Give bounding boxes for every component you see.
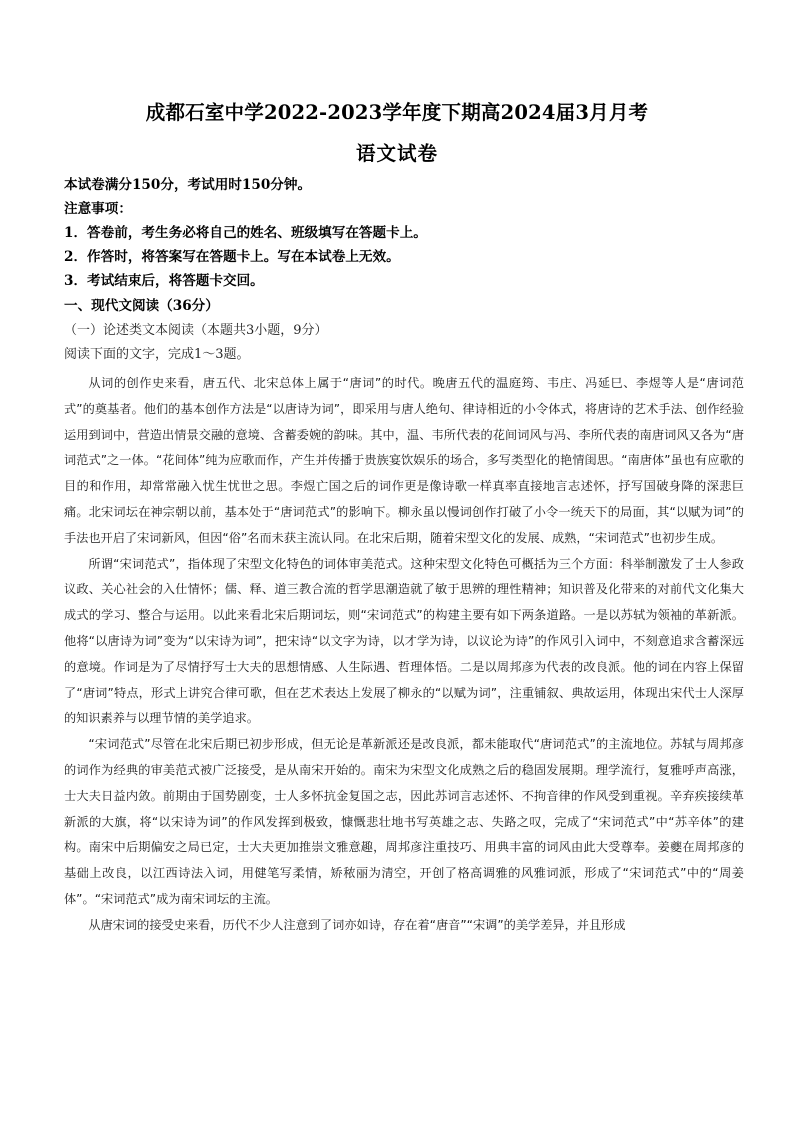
reading-instruction: 阅读下面的文字，完成1～3题。: [64, 347, 250, 362]
passage-paragraph: “宋词范式”尽管在北宋后期已初步形成，但无论是革新派还是改良派，都未能取代“唐词范式”的主流地位。苏轼与周邦彦的词作为经典的审美范式被广泛接受，是从南宋开始的。南宋为宋型文化成熟之后的稳固发展期。理学流行，复雅呼声高涨，士大夫日益内敛。前期由于国势剧变，士人多怀抗金复国之志，因此苏词言志述怀、不拘音律的作风受到重视。辛弃疾接续革新派的大旗，将“以宋诗为词”的作风发挥到极致，慷慨悲壮地书写英雄之志、失路之叹，完成了“宋词范式”中“苏辛体”的建构。南宋中后期偏安之局已定，士大夫更加推崇文雅意趣，周邦彦注重技巧、用典丰富的词风由此大受尊奉。姜夔在周邦彦的基础上改良，以江西诗法入词，用健笔写柔情，矫秾丽为清空，开创了格高调雅的风雅词派，形成了“宋词范式”中的“周姜体”。“宋词范式”成为南宋词坛的主流。: [64, 737, 744, 906]
notice-item: 2．作答时，将答案写在答题卡上。写在本试卷上无效。: [64, 249, 400, 265]
subsection-heading: （一）论述类文本阅读（本题共3小题，9分）: [64, 323, 328, 338]
notice-item: 3．考试结束后，将答题卡交回。: [64, 273, 264, 289]
passage-paragraph: 从词的创作史来看，唐五代、北宋总体上属于“唐词”的时代。晚唐五代的温庭筠、韦庄、冯延巳、李煜等人是“唐词范式”的奠基者。他们的基本创作方法是“以唐诗为词”，即采用与唐人绝句、律诗相近的小令体式，将唐诗的艺术手法、创作经验运用到词中，营造出情景交融的意境、含蓄委婉的韵味。其中，温、韦所代表的花间词风与冯、李所代表的南唐词风又各为“唐词范式”之一体。“花间体”纯为应歌而作，产生并传播于贵族宴饮娱乐的场合，多写类型化的艳情闺思。“南唐体”虽也有应歌的目的和作用，却常常融入忧生忧世之思。李煜亡国之后的词作更是像诗歌一样真率直接地言志述怀，抒写国破身降的深悲巨痛。北宋词坛在神宗朝以前，基本处于“唐词范式”的影响下。柳永虽以慢词创作打破了小令一统天下的局面，其“以赋为词”的手法也开启了宋词新风，但因“俗”名而未获主流认同。在北宋后期，随着宋型文化的发展、成熟，“宋词范式”也初步生成。: [64, 376, 744, 545]
section-heading: 一、现代文阅读（36分）: [64, 298, 219, 314]
passage-paragraph: 所谓“宋词范式”，指体现了宋型文化特色的词体审美范式。这种宋型文化特色可概括为三个方面：科举制激发了士人参政议政、关心社会的入仕情怀；儒、释、道三教合流的哲学思潮造就了敏于思辨的理性精神；知识普及化带来的对前代文化集大成式的学习、整合与运用。以此来看北宋后期词坛，则“宋词范式”的构建主要有如下两条道路。一是以苏轼为领袖的革新派。他将“以唐诗为词”变为“以宋诗为词”，把宋诗“以文字为诗，以才学为诗，以议论为诗”的作风引入词中，不刻意追求含蓄深远的意境。作词是为了尽情抒写士大夫的思想情感、人生际遇、哲理体悟。二是以周邦彦为代表的改良派。他的词在内容上保留了“唐词”特点，形式上讲究合律可歌，但在艺术表达上发展了柳永的“以赋为词”，注重铺叙、典故运用，体现出宋代士人深厚的知识素养与以理节情的美学追求。: [64, 556, 744, 726]
passage-paragraph: 从唐宋词的接受史来看，历代不少人注意到了词亦如诗，存在着“唐音”“宋调”的美学差异，并且形成: [88, 917, 626, 932]
exam-title: 成都石室中学2022-2023学年度下期高2024届3月月考: [145, 101, 649, 124]
exam-subtitle: 语文试卷: [355, 142, 438, 165]
notice-heading: 注意事项：: [64, 201, 132, 217]
score-note: 本试卷满分150分，考试用时150分钟。: [64, 177, 312, 193]
reading-passage: [64, 371, 744, 939]
notice-item: 1．答卷前，考生务必将自己的姓名、班级填写在答题卡上。: [64, 225, 427, 241]
